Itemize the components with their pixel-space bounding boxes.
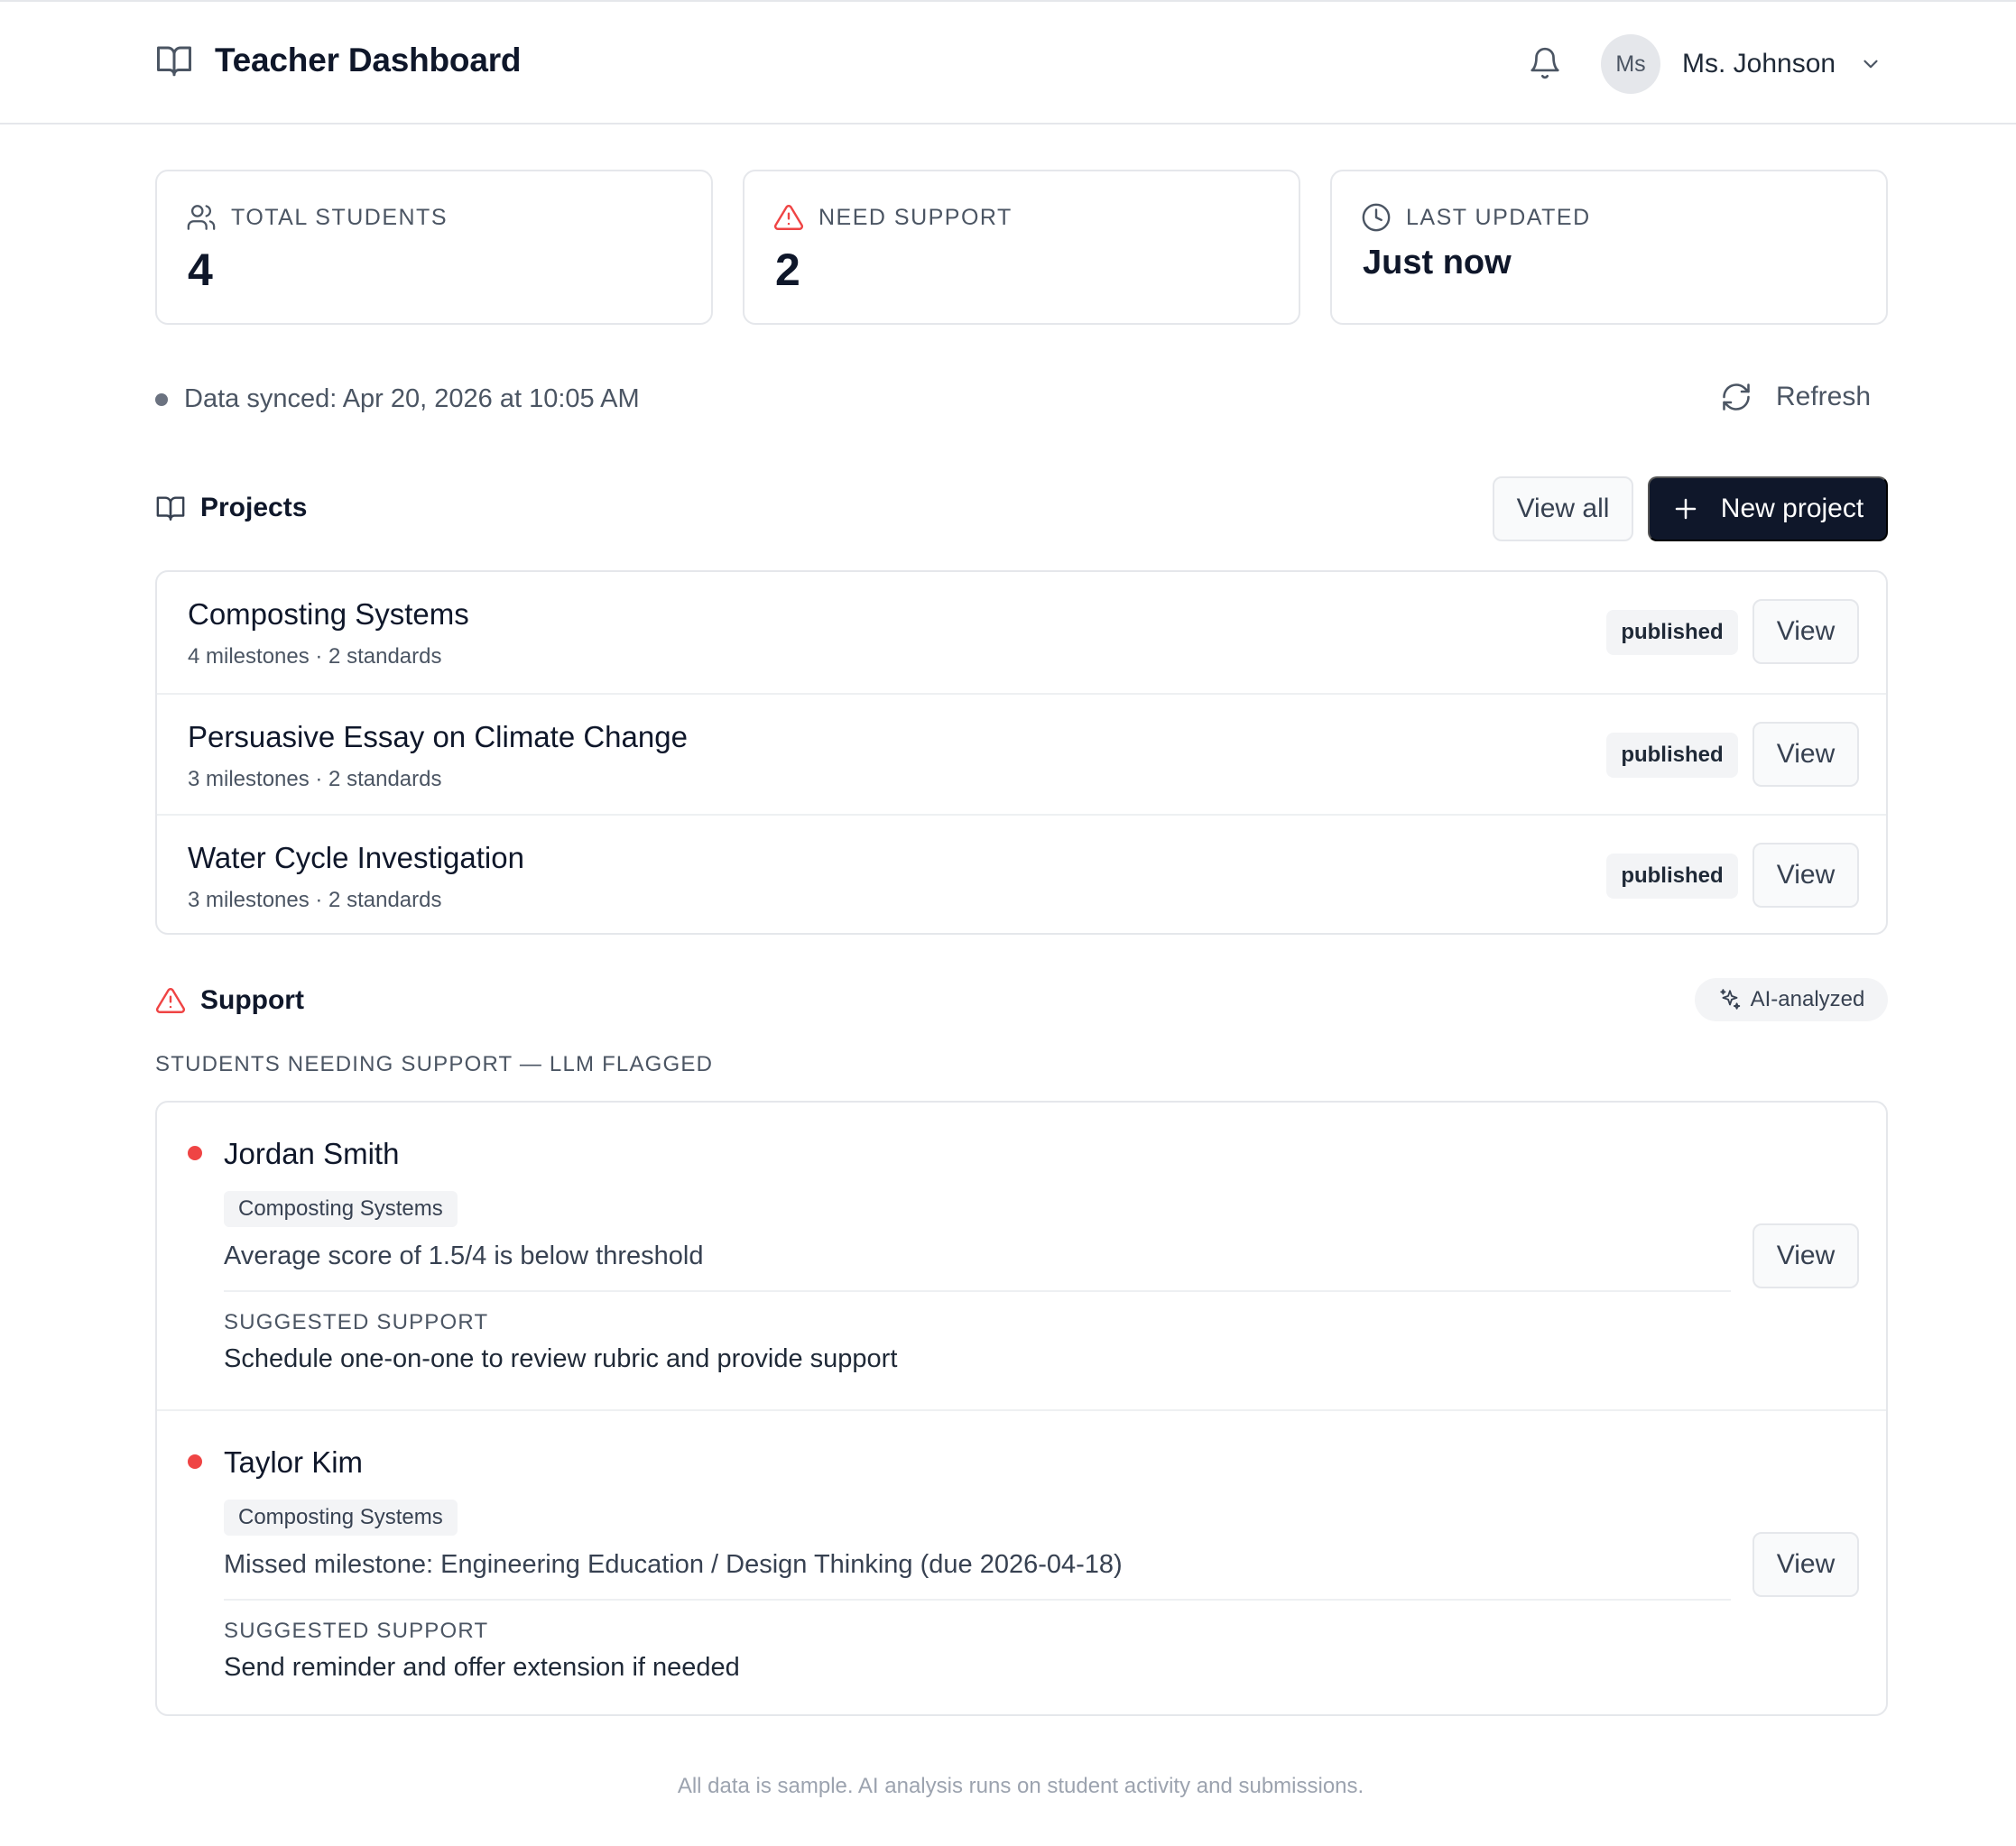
stat-card-need-support xyxy=(743,170,1300,325)
sync-text: Data synced: Apr 20, 2026 at 10:05 AM xyxy=(184,384,640,413)
flag-reason: Average score of 1.5/4 is below threshold xyxy=(224,1241,704,1270)
alert-dot xyxy=(188,1454,202,1469)
list-item xyxy=(157,814,1886,935)
new-project-button[interactable] xyxy=(1648,476,1888,541)
project-tag: Composting Systems xyxy=(224,1500,458,1536)
stat-value: 2 xyxy=(775,245,800,295)
list-item xyxy=(157,1103,1886,1409)
flag-reason: Missed milestone: Engineering Education / Design Thinking (due 2026-04-18) xyxy=(224,1550,1123,1579)
list-item xyxy=(157,1409,1886,1716)
stat-label: NEED SUPPORT xyxy=(818,204,1013,230)
clock-icon xyxy=(1361,202,1392,233)
suggested-support-text: Schedule one-on-one to review rubric and provide support xyxy=(224,1344,898,1373)
view-student-button[interactable]: View xyxy=(1752,1223,1859,1288)
project-meta: 4 milestones · 2 standards xyxy=(188,644,442,669)
user-name: Ms. Johnson xyxy=(1682,49,1836,78)
status-badge: published xyxy=(1606,610,1738,655)
stat-card-total-students xyxy=(155,170,713,325)
section-title: Projects xyxy=(200,493,308,522)
project-name: Water Cycle Investigation xyxy=(188,841,524,874)
bell-icon[interactable] xyxy=(1528,46,1562,80)
user-menu[interactable] xyxy=(1601,34,1882,94)
view-student-button[interactable]: View xyxy=(1752,1532,1859,1597)
projects-list xyxy=(155,570,1888,935)
stat-label: TOTAL STUDENTS xyxy=(231,204,449,230)
view-project-button[interactable]: View xyxy=(1752,599,1859,664)
refresh-icon xyxy=(1720,381,1752,413)
project-name: Persuasive Essay on Climate Change xyxy=(188,720,688,753)
alert-triangle-icon xyxy=(773,202,804,233)
stat-label: LAST UPDATED xyxy=(1406,204,1591,230)
app-header xyxy=(0,2,2016,125)
stat-value: 4 xyxy=(188,245,213,295)
avatar: Ms xyxy=(1601,34,1660,94)
chevron-down-icon xyxy=(1859,52,1882,76)
project-meta: 3 milestones · 2 standards xyxy=(188,888,442,912)
suggested-support-label: SUGGESTED SUPPORT xyxy=(224,1310,489,1334)
book-icon xyxy=(155,493,186,523)
support-subheading: STUDENTS NEEDING SUPPORT — LLM FLAGGED xyxy=(155,1052,714,1076)
divider xyxy=(224,1290,1731,1292)
project-meta: 3 milestones · 2 standards xyxy=(188,767,442,791)
ai-badge-label: AI-analyzed xyxy=(1750,987,1865,1011)
list-item xyxy=(157,572,1886,693)
status-badge: published xyxy=(1606,854,1738,899)
status-badge: published xyxy=(1606,733,1738,778)
view-all-button[interactable]: View all xyxy=(1493,476,1633,541)
project-name: Composting Systems xyxy=(188,597,469,631)
footer-note: All data is sample. AI analysis runs on student activity and submissions. xyxy=(677,1774,1364,1798)
alert-triangle-icon xyxy=(155,985,186,1016)
refresh-button[interactable] xyxy=(1720,381,1871,413)
book-icon xyxy=(155,42,193,79)
alert-dot xyxy=(188,1146,202,1160)
stat-card-last-updated xyxy=(1330,170,1888,325)
page-title: Teacher Dashboard xyxy=(215,42,522,78)
student-name: Jordan Smith xyxy=(224,1137,400,1170)
new-project-label: New project xyxy=(1720,494,1864,523)
suggested-support-text: Send reminder and offer extension if needed xyxy=(224,1653,740,1682)
projects-heading xyxy=(155,493,307,523)
project-tag: Composting Systems xyxy=(224,1191,458,1227)
student-name: Taylor Kim xyxy=(224,1445,364,1479)
stat-value: Just now xyxy=(1363,244,1512,282)
brand xyxy=(155,42,521,79)
divider xyxy=(224,1599,1731,1601)
list-item xyxy=(157,693,1886,814)
sync-status xyxy=(155,384,640,414)
status-dot xyxy=(155,393,168,406)
sparkles-icon xyxy=(1718,988,1742,1011)
plus-icon xyxy=(1672,495,1699,522)
users-icon xyxy=(186,202,217,233)
ai-analyzed-badge xyxy=(1695,978,1888,1021)
section-title: Support xyxy=(200,985,304,1015)
support-heading xyxy=(155,985,304,1016)
view-project-button[interactable]: View xyxy=(1752,722,1859,787)
support-list xyxy=(155,1101,1888,1716)
suggested-support-label: SUGGESTED SUPPORT xyxy=(224,1619,489,1643)
view-project-button[interactable]: View xyxy=(1752,843,1859,908)
refresh-label: Refresh xyxy=(1776,382,1872,411)
